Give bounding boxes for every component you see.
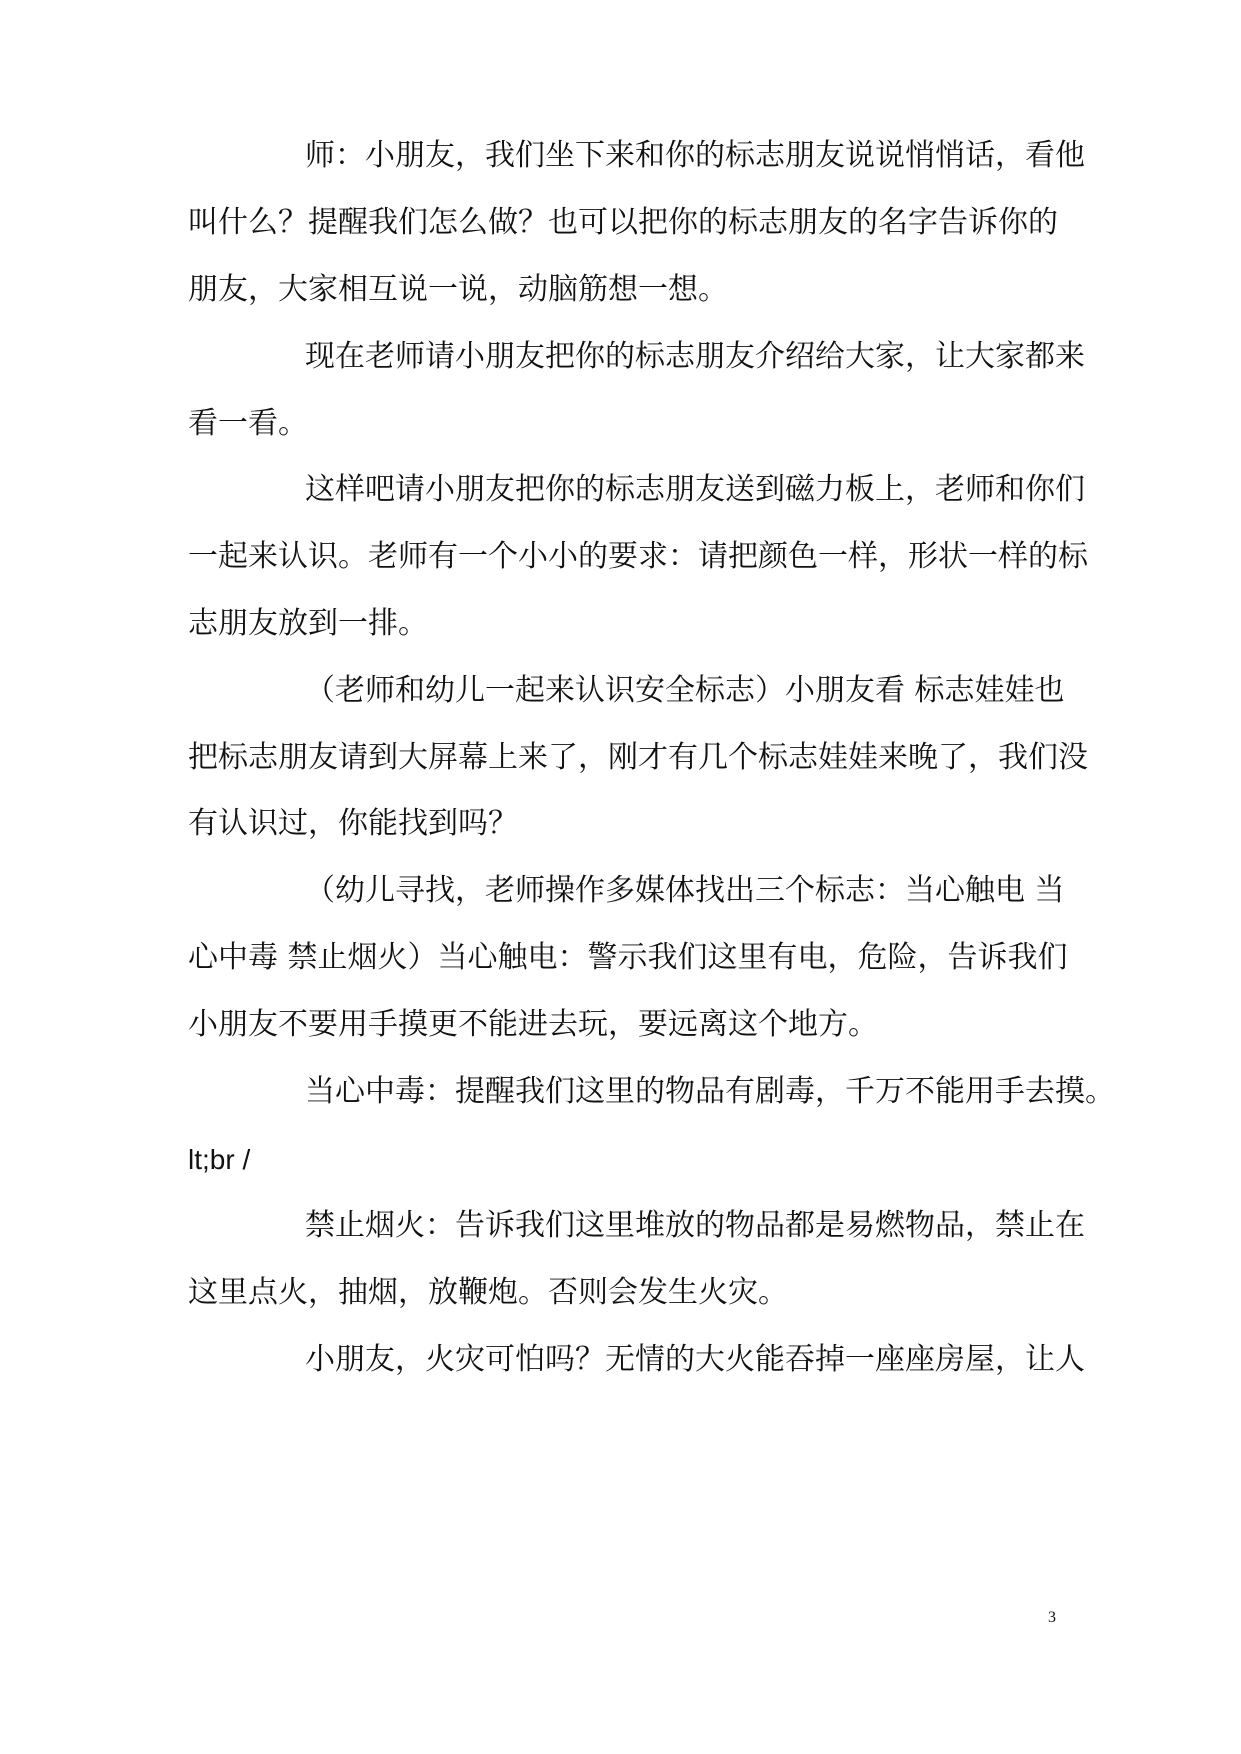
paragraph-line: 心中毒 禁止烟火）当心触电：警示我们这里有电，危险，告诉我们 (188, 940, 1068, 975)
paragraph-line: 把标志朋友请到大屏幕上来了，刚才有几个标志娃娃来晚了，我们没 (188, 740, 1088, 775)
paragraph-line: 叫什么？提醒我们怎么做？也可以把你的标志朋友的名字告诉你的 (188, 205, 1058, 240)
paragraph-line: 小朋友不要用手摸更不能进去玩，要远离这个地方。 (188, 1007, 878, 1042)
paragraph-line: 这里点火，抽烟，放鞭炮。否则会发生火灾。 (188, 1275, 788, 1310)
paragraph-line: lt;br / (188, 1144, 251, 1175)
paragraph-line: 小朋友，火灾可怕吗？无情的大火能吞掉一座座房屋，让人 (305, 1342, 1085, 1377)
paragraph-line: 这样吧请小朋友把你的标志朋友送到磁力板上，老师和你们 (305, 472, 1085, 507)
paragraph-line: 有认识过，你能找到吗？ (188, 806, 518, 841)
paragraph-line: 看一看。 (188, 406, 308, 441)
paragraph-line: 现在老师请小朋友把你的标志朋友介绍给大家，让大家都来 (305, 339, 1085, 374)
paragraph-line: 朋友，大家相互说一说，动脑筋想一想。 (188, 272, 728, 307)
paragraph-line: 当心中毒：提醒我们这里的物品有剧毒，千万不能用手去摸。 (305, 1074, 1115, 1109)
paragraph-line: 一起来认识。老师有一个小小的要求：请把颜色一样，形状一样的标 (188, 539, 1088, 574)
paragraph-line: 师：小朋友，我们坐下来和你的标志朋友说说悄悄话，看他 (305, 138, 1085, 173)
page-number: 3 (1048, 1609, 1056, 1626)
paragraph-line: （幼儿寻找，老师操作多媒体找出三个标志：当心触电 当 (305, 873, 1065, 908)
paragraph-line: 禁止烟火：告诉我们这里堆放的物品都是易燃物品，禁止在 (305, 1208, 1085, 1243)
paragraph-line: （老师和幼儿一起来认识安全标志）小朋友看 标志娃娃也 (305, 673, 1065, 708)
paragraph-line: 志朋友放到一排。 (188, 606, 428, 641)
